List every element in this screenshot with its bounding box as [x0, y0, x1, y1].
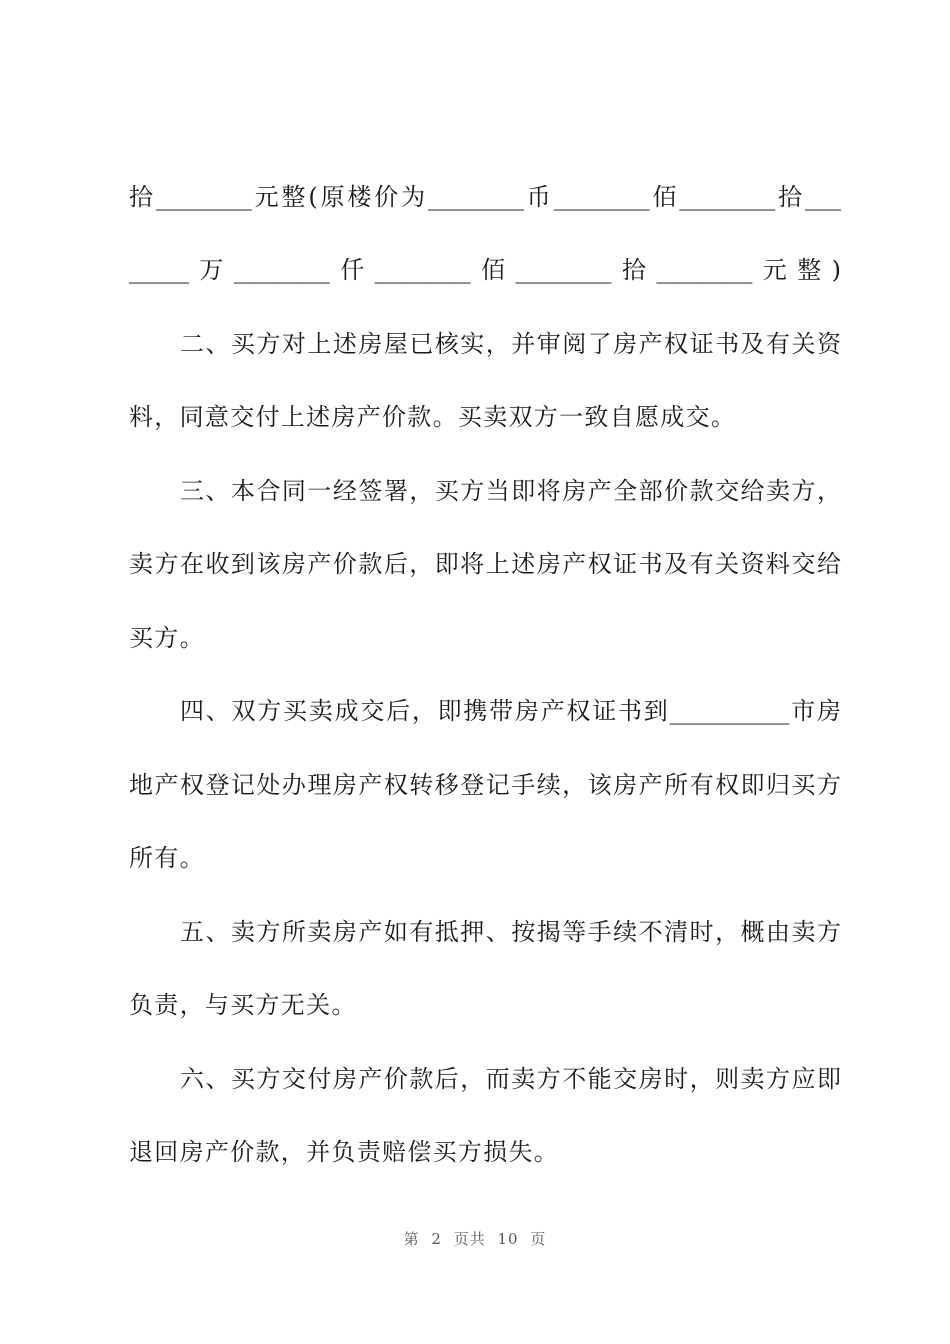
paragraph-start-line: 二、买方对上述房屋已核实，并审阅了房产权证书及有关资 — [180, 330, 841, 358]
text-line: _____万________仟________佰________拾________元整) — [129, 256, 841, 284]
paragraph-start-line: 六、买方交付房产价款后，而卖方不能交房时，则卖方应即 — [180, 1065, 841, 1093]
text-line: 料，同意交付上述房产价款。买卖双方一致自愿成交。 — [129, 403, 737, 431]
text-line: 退回房产价款，并负责赔偿买方损失。 — [129, 1138, 560, 1166]
paragraph-start-line: 五、卖方所卖房产如有抵押、按揭等手续不清时，概由卖方 — [180, 918, 841, 946]
paragraph-start-line: 三、本合同一经签署，买方当即将房产全部价款交给卖方， — [180, 477, 841, 505]
page-number-footer: 第 2 页共 10 页 — [403, 1230, 547, 1248]
text-line: 卖方在收到该房产价款后，即将上述房产权证书及有关资料交给 — [129, 550, 841, 578]
text-line: 地产权登记处办理房产权转移登记手续，该房产所有权即归买方 — [129, 771, 841, 799]
text-line: 所有。 — [129, 844, 205, 872]
paragraph-start-line: 四、双方买卖成交后，即携带房产权证书到__________市房 — [180, 697, 841, 725]
text-line: 负责，与买方无关。 — [129, 991, 357, 1019]
text-line: 买方。 — [129, 624, 205, 652]
text-line: 拾________元整(原楼价为________币________佰________拾___ — [129, 183, 841, 211]
